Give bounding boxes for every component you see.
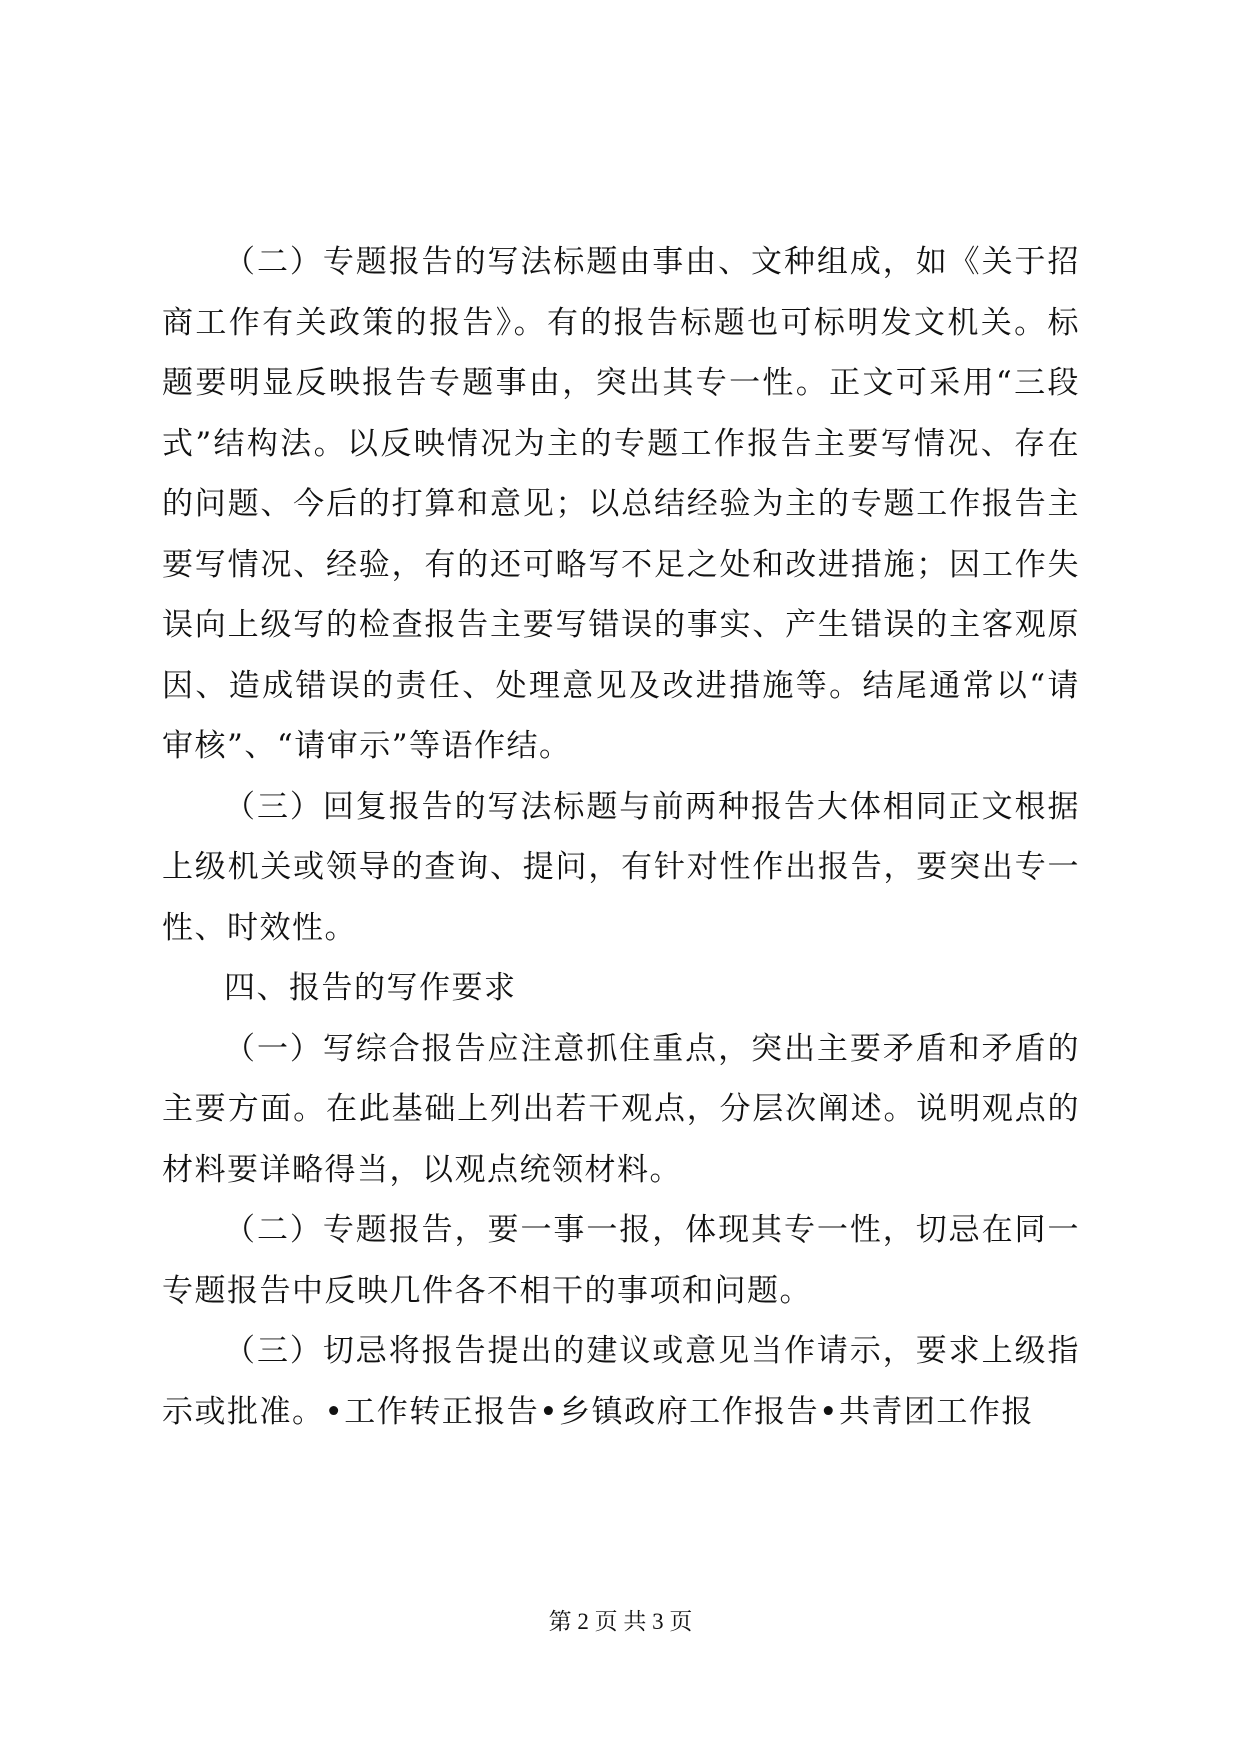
paragraph-special-report-format: （二）专题报告的写法标题由事由、文种组成，如《关于招商工作有关政策的报告》。有的报告标题也可标明发文机关。标题要明显反映报告专题事由，突出其专一性。正文可采用“三段式”结构法。以反映情况为主的专题工作报告主要写情况、存在的问题、今后的打算和意见；以总结经验为主的专题工作报告主要写情况、经验，有的还可略写不足之处和改进措施；因工作失误向上级写的检查报告主要写错误的事实、产生错误的主客观原因、造成错误的责任、处理意见及改进措施等。结尾通常以“请审核”、“请审示”等语作结。: [162, 244, 1080, 764]
paragraph-special-report-rule: （二）专题报告，要一事一报，体现其专一性，切忌在同一专题报告中反映几件各不相干的事项和问题。: [162, 1212, 1080, 1309]
section-heading-writing-requirements: 四、报告的写作要求: [224, 970, 517, 1006]
document-body: [162, 232, 1080, 1442]
paragraph-reply-report-format: （三）回复报告的写法标题与前两种报告大体相同正文根据上级机关或领导的查询、提问，有针对性作出报告，要突出专一性、时效性。: [162, 788, 1080, 946]
paragraph-avoid-request: （三）切忌将报告提出的建议或意见当作请示，要求上级指示或批准。•工作转正报告•乡镇政府工作报告•共青团工作报: [162, 1333, 1080, 1430]
page-footer: 第 2 页 共 3 页: [548, 1609, 693, 1634]
paragraph-comprehensive-report: （一）写综合报告应注意抓住重点，突出主要矛盾和矛盾的主要方面。在此基础上列出若干观点，分层次阐述。说明观点的材料要详略得当，以观点统领材料。: [162, 1030, 1080, 1188]
